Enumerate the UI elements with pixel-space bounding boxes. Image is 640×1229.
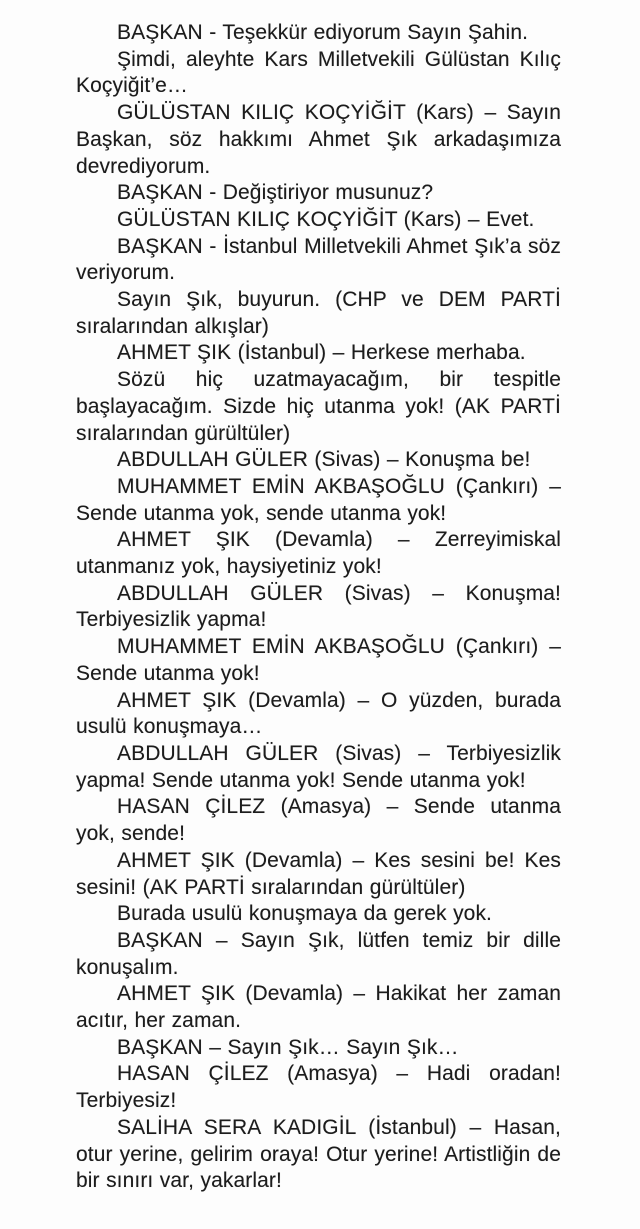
transcript-paragraph: AHMET ŞIK (Devamla) – Kes sesini be! Kes sesini! (AK PARTİ sıralarından gürültüler) [76,848,561,899]
transcript-paragraph: AHMET ŞIK (Devamla) – O yüzden, burada usulü konuşmaya… [76,688,561,739]
transcript-paragraph: Sözü hiç uzatmayacağım, bir tespitle başlayacağım. Sizde hiç utanma yok! (AK PARTİ sıralarından gürültüler) [76,368,561,445]
transcript-paragraph: MUHAMMET EMİN AKBAŞOĞLU (Çankırı) – Sende utanma yok! [76,635,561,685]
transcript-paragraph: Sayın Şık, buyurun. (CHP ve DEM PARTİ sıralarından alkışlar) [76,288,561,338]
transcript-paragraph: BAŞKAN – Sayın Şık, lütfen temiz bir dille konuşalım. [76,928,561,979]
transcript-paragraph: BAŞKAN – Sayın Şık… Sayın Şık… [117,1035,459,1059]
transcript-paragraph: BAŞKAN - Teşekkür ediyorum Sayın Şahin. [117,21,529,44]
transcript-paragraph: Burada usulü konuşmaya da gerek yok. [117,902,492,926]
transcript-paragraph: HASAN ÇİLEZ (Amasya) – Sende utanma yok, sende! [76,795,561,846]
transcript-paragraph: AHMET ŞIK (İstanbul) – Herkese merhaba. [117,341,526,365]
transcript-paragraph: BAŞKAN - Değiştiriyor musunuz? [117,181,434,205]
transcript-paragraph: AHMET ŞIK (Devamla) – Zerreyimiskal utanmanız yok, haysiyetiniz yok! [76,528,561,579]
transcript-paragraph: SALİHA SERA KADIGİL (İstanbul) – Hasan, otur yerine, gelirim oraya! Otur yerine! Artistliğin de bir sınırı var, yakarlar! [76,1115,561,1193]
transcript-paragraph: GÜLÜSTAN KILIÇ KOÇYİĞİT (Kars) – Sayın Başkan, söz hakkımı Ahmet Şık arkadaşımıza devrediyorum. [76,101,561,178]
transcript-paragraph: MUHAMMET EMİN AKBAŞOĞLU (Çankırı) – Sende utanma yok, sende utanma yok! [76,474,561,525]
transcript-paragraph: AHMET ŞIK (Devamla) – Hakikat her zaman acıtır, her zaman. [76,982,561,1033]
transcript-paragraph: HASAN ÇİLEZ (Amasya) – Hadi oradan! Terbiyesiz! [76,1062,561,1113]
transcript-paragraph: ABDULLAH GÜLER (Sivas) – Konuşma be! [117,448,531,472]
transcript-paragraph: BAŞKAN - İstanbul Milletvekili Ahmet Şık’a söz veriyorum. [76,234,561,285]
transcript-paragraph: GÜLÜSTAN KILIÇ KOÇYİĞİT (Kars) – Evet. [117,207,535,231]
transcript-paragraph: Şimdi, aleyhte Kars Milletvekili Gülüstan Kılıç Koçyiğit’e… [76,47,561,98]
transcript-paragraph: ABDULLAH GÜLER (Sivas) – Terbiyesizlik yapma! Sende utanma yok! Sende utanma yok! [76,741,561,792]
transcript-paragraph: ABDULLAH GÜLER (Sivas) – Konuşma! Terbiyesizlik yapma! [76,581,561,632]
